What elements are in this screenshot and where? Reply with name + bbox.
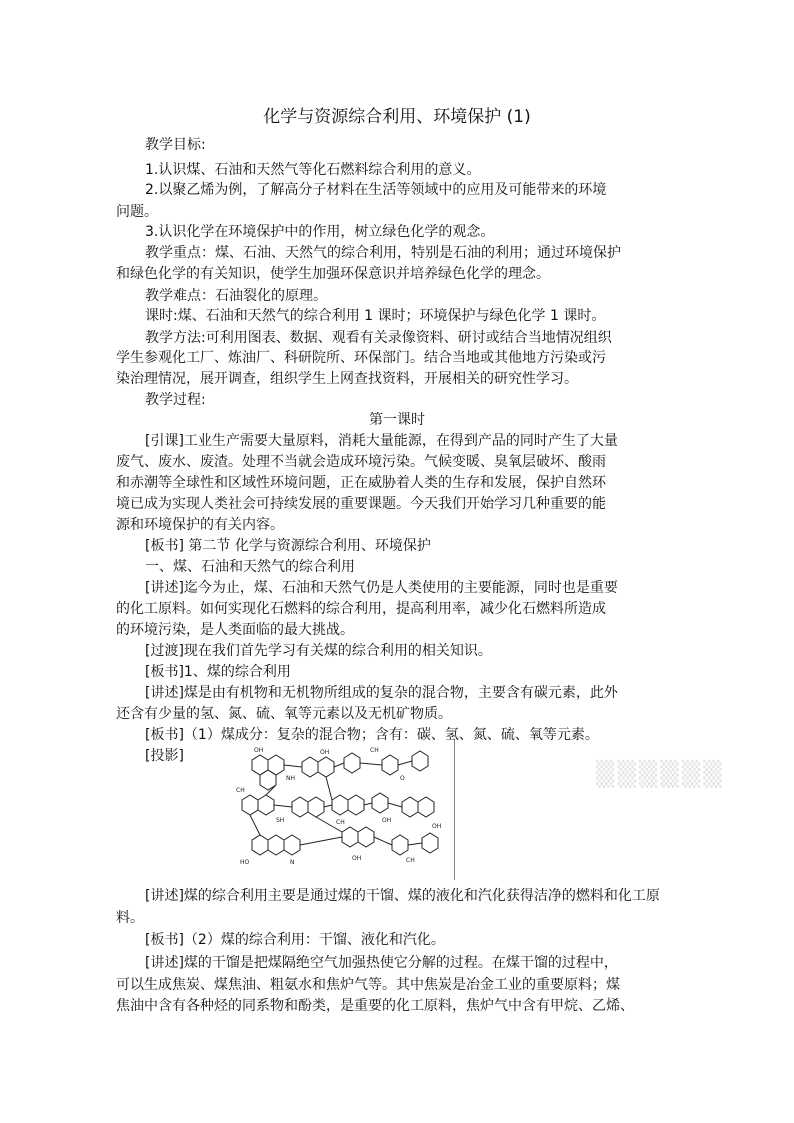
watermark: ▒▒▒▒▒▒ (596, 760, 725, 788)
svg-text:SH: SH (276, 817, 285, 824)
text-line: [讲述]煤是由有机物和无机物所组成的复杂的混合物，主要含有碳元素，此外 (145, 685, 618, 701)
text-line: 教学过程: (145, 392, 206, 408)
svg-text:CH: CH (336, 819, 345, 826)
text-line: [过渡]现在我们首先学习有关煤的综合利用的相关知识。 (145, 643, 492, 659)
coal-structure-figure (232, 740, 455, 880)
text-line: 还含有少量的氢、氮、硫、氧等元素以及无机矿物质。 (116, 706, 452, 722)
text-line: [讲述]迄今为止，煤、石油和天然气仍是人类使用的主要能源，同时也是重要 (145, 580, 618, 596)
svg-text:N: N (290, 859, 295, 866)
text-line: [引课]工业生产需要大量原料，消耗大量能源，在得到产品的同时产生了大量 (145, 433, 618, 449)
text-line: 1.认识煤、石油和天然气等化石燃料综合利用的意义。 (145, 162, 481, 178)
text-line: 源和环境保护的有关内容。 (116, 517, 284, 533)
text-line: 的化工原料。如何实现化石燃料的综合利用，提高利用率，减少化石燃料所造成 (116, 601, 606, 617)
text-line: [板书]（2）煤的综合利用：干馏、液化和汽化。 (145, 932, 445, 948)
text-line: 问题。 (116, 204, 158, 220)
text-line: 2.以聚乙烯为例，了解高分子材料在生活等领域中的应用及可能带来的环境 (145, 182, 607, 198)
svg-text:CH: CH (236, 787, 245, 794)
text-line: [讲述]煤的干馏是把煤隔绝空气加强热使它分解的过程。在煤干馏的过程中， (145, 955, 618, 971)
text-line: 教学重点：煤、石油、天然气的综合利用，特别是石油的利用；通过环境保护 (145, 245, 621, 261)
text-line: 和赤潮等全球性和区域性环境问题，正在威胁着人类的生存和发展，保护自然环 (116, 475, 606, 491)
text-line: 教学难点：石油裂化的原理。 (145, 288, 327, 304)
text-line: [板书] 第二节 化学与资源综合利用、环境保护 (145, 538, 431, 554)
text-line: [讲述]煤的综合利用主要是通过煤的干馏、煤的液化和汽化获得洁净的燃料和化工原 (145, 888, 660, 904)
text-line: 3.认识化学在环境保护中的作用，树立绿色化学的观念。 (145, 224, 495, 240)
svg-text:OH: OH (432, 823, 442, 830)
svg-text:OH: OH (320, 749, 330, 756)
text-line: [投影] (145, 748, 184, 764)
svg-text:OH: OH (254, 747, 264, 754)
text-line: 可以生成焦炭、煤焦油、粗氨水和焦炉气等。其中焦炭是冶金工业的重要原料；煤 (116, 977, 620, 993)
text-line: 课时:煤、石油和天然气的综合利用 1 课时；环境保护与绿色化学 1 课时。 (145, 308, 606, 324)
section-heading: 第一课时 (369, 412, 425, 428)
svg-text:CH: CH (406, 857, 415, 864)
svg-text:OH: OH (352, 855, 362, 862)
text-line: 染治理情况，展开调查，组织学生上网查找资料，开展相关的研究性学习。 (116, 371, 578, 387)
svg-text:NH: NH (286, 775, 295, 782)
svg-text:HO: HO (240, 859, 250, 866)
text-line: 和绿色化学的有关知识，使学生加强环保意识并培养绿色化学的理念。 (116, 266, 550, 282)
text-line: 教学目标: (145, 137, 206, 153)
coal-molecular-structure-icon (232, 740, 454, 880)
text-line: 废气、废水、废渣。处理不当就会造成环境污染。气候变暖、臭氧层破坏、酸雨 (116, 454, 606, 470)
text-line: 境已成为实现人类社会可持续发展的重要课题。今天我们开始学习几种重要的能 (116, 496, 606, 512)
text-line: 料。 (116, 910, 144, 926)
text-line: 一、煤、石油和天然气的综合利用 (145, 559, 355, 575)
text-line: 学生参观化工厂、炼油厂、科研院所、环保部门。结合当地或其他地方污染或污 (116, 350, 606, 366)
document-title: 化学与资源综合利用、环境保护 (1) (263, 107, 531, 127)
text-line: [板书]1、煤的综合利用 (145, 664, 291, 680)
svg-text:OH: OH (382, 817, 392, 824)
text-line: 焦油中含有各种烃的同系物和酚类，是重要的化工原料，焦炉气中含有甲烷、乙烯、 (116, 998, 634, 1014)
svg-text:O: O (400, 775, 405, 782)
text-line: 教学方法:可利用图表、数据、观看有关录像资料、研讨或结合当地情况组织 (145, 330, 612, 346)
text-line: [板书]（1）煤成分：复杂的混合物；含有：碳、氢、氮、硫、氧等元素。 (145, 727, 599, 743)
text-line: 的环境污染，是人类面临的最大挑战。 (116, 622, 354, 638)
svg-text:CH: CH (370, 747, 379, 754)
